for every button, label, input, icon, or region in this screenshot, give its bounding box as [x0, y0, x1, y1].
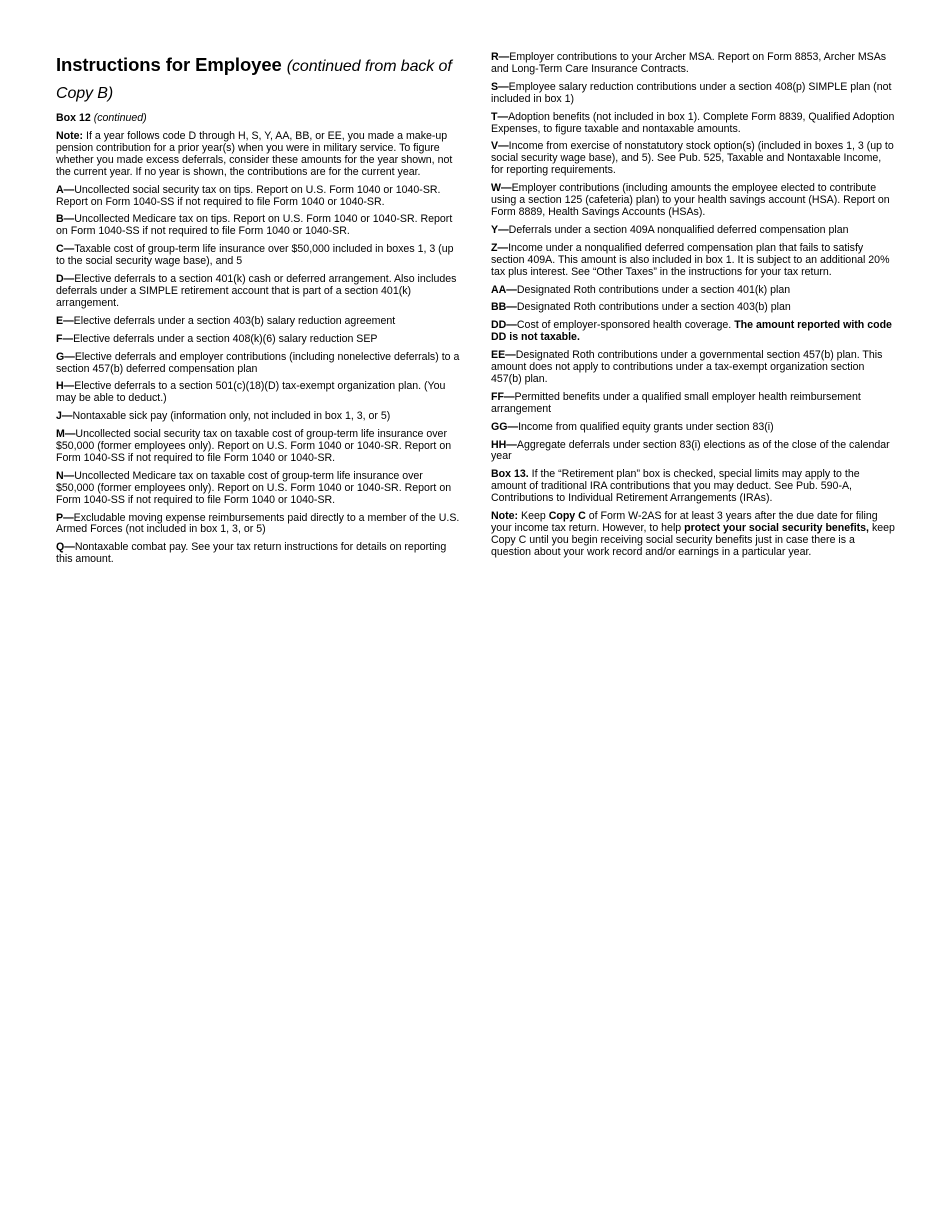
code-item-z: [491, 243, 895, 279]
title-text: Instructions for Employee: [56, 54, 282, 75]
code-item-p: [56, 513, 460, 537]
code-text: Income under a nonqualified deferred compensation plan that fails to satisfy section 409A. This amount is also included in box 1. It is subject to an additional 20% tax plus interest. See “Other Taxes” in the instructions for your tax return.: [491, 241, 890, 278]
code-text: Elective deferrals and employer contributions (including nonelective deferrals) to a section 457(b) deferred compensation plan: [56, 350, 460, 375]
code-text: Income from exercise of nonstatutory stock option(s) (included in boxes 1, 3 (up to social security wage base), and 5). See Pub. 525, Taxable and Nontaxable Income, for reporting requirements.: [491, 140, 894, 177]
note-label: Note:: [56, 130, 84, 142]
code-letter: D—: [56, 273, 75, 286]
code-text: Cost of employer-sponsored health coverage.: [516, 319, 735, 332]
code-item-b: [56, 214, 460, 238]
code-text: Designated Roth contributions under a section 401(k) plan: [516, 283, 791, 296]
code-text: Elective deferrals to a section 501(c)(18)(D) tax-exempt organization plan. (You may be able to deduct.): [56, 380, 446, 405]
box12-heading: [56, 112, 460, 125]
code-letter: T—: [491, 110, 509, 123]
code-text: Excludable moving expense reimbursements paid directly to a member of the U.S. Armed Forces (not included in box 1, 3, or 5): [56, 511, 460, 536]
code-letter: F—: [56, 332, 74, 345]
code-item-gg: [491, 422, 895, 434]
code-item-f: [56, 334, 460, 346]
code-item-bb: [491, 302, 895, 314]
code-letter: J—: [56, 410, 73, 423]
code-text: Employer contributions (including amounts the employee elected to contribute using a section 125 (cafeteria) plan) to your health savings account (HSA). Report on Form 8889, Health Savings Accounts (HSAs).: [491, 182, 890, 218]
code-text: Permitted benefits under a qualified small employer health reimbursement arrangement: [491, 390, 861, 415]
code-item-hh: [491, 440, 895, 464]
code-letter: Q—: [56, 541, 75, 554]
final-note-text: keep Copy C until you begin receiving social security benefits just in case there is a question about your work record and/or earnings in a particular year.: [491, 522, 895, 558]
code-letter: H—: [56, 380, 75, 393]
code-item-m: [56, 429, 460, 465]
code-item-y: [491, 225, 895, 237]
code-letter: P—: [56, 511, 74, 524]
code-letter: EE—: [491, 349, 516, 362]
code-item-c: [56, 244, 460, 268]
code-item-q: [56, 542, 460, 566]
note-paragraph: [56, 131, 460, 179]
box13-paragraph: [491, 469, 895, 505]
code-letter: A—: [56, 183, 75, 196]
code-letter: M—: [56, 428, 76, 441]
note-text: If a year follows code D through H, S, Y, AA, BB, or EE, you made a make-up pension contribution for a prior year(s) when you were in military service. To figure whether you made excess deferrals, consider these amounts for the year shown, not the current year. If no year is shown, the contributions are for the current year.: [56, 130, 453, 178]
code-item-d: [56, 274, 460, 310]
code-letter: GG—: [491, 420, 519, 433]
code-letter: V—: [491, 140, 509, 153]
code-text: Designated Roth contributions under a section 403(b) plan: [516, 301, 791, 314]
code-letter: BB—: [491, 301, 517, 314]
final-note-label: Note:: [491, 510, 519, 523]
code-letter: HH—: [491, 438, 517, 451]
left-column: [56, 52, 460, 572]
code-item-n: [56, 471, 460, 507]
code-item-h: [56, 381, 460, 405]
code-letter: Y—: [491, 223, 509, 236]
code-letter: R—: [491, 51, 510, 63]
code-text: Employee salary reduction contributions under a section 408(p) SIMPLE plan (not included in box 1): [491, 80, 892, 105]
code-letter: E—: [56, 314, 74, 327]
final-note-paragraph: [491, 511, 895, 559]
code-item-a: [56, 185, 460, 209]
code-item-aa: [491, 285, 895, 297]
code-item-v: [491, 141, 895, 177]
box13-label: Box 13.: [491, 468, 529, 481]
code-text: Uncollected social security tax on taxable cost of group-term life insurance over $50,000 (former employees only). Report on U.S. Form 1040 or 1040-SR. Report on Form 1040-SS if not required to file Form 1040 or 1040-SR.: [56, 428, 452, 464]
left-code-list: [56, 185, 460, 567]
code-text: Employer contributions to your Archer MSA. Report on Form 8853, Archer MSAs and Long-Term Care Insurance Contracts.: [491, 51, 887, 75]
code-text: Deferrals under a section 409A nonqualified deferred compensation plan: [508, 223, 849, 236]
code-text: Income from qualified equity grants under section 83(i): [518, 420, 774, 433]
final-note-copy-c: Copy C: [548, 510, 586, 523]
code-item-j: [56, 411, 460, 423]
code-letter: Z—: [491, 241, 509, 254]
code-letter: W—: [491, 182, 512, 195]
code-letter: G—: [56, 350, 75, 363]
code-letter: S—: [491, 80, 509, 93]
code-text: Aggregate deferrals under section 83(i) elections as of the close of the calendar year: [491, 438, 890, 463]
code-text: Elective deferrals under a section 408(k)(6) salary reduction SEP: [73, 332, 378, 345]
code-letter: C—: [56, 243, 75, 256]
box13-text: If the “Retirement plan” box is checked, special limits may apply to the amount of traditional IRA contributions that you may deduct. See Pub. 590-A, Contributions to Individual Retirement Arrangements (IRAs).: [491, 468, 860, 505]
code-item-e: [56, 316, 460, 328]
code-item-t: [491, 112, 895, 136]
code-text: Designated Roth contributions under a governmental section 457(b) plan. This amount does not apply to contributions under a tax-exempt organization section 457(b) plan.: [491, 349, 883, 385]
code-text: Adoption benefits (not included in box 1). Complete Form 8839, Qualified Adoption Expenses, to figure taxable and nontaxable amounts.: [491, 110, 895, 135]
right-column: [491, 52, 895, 565]
final-note-text: of Form W-2AS for at least 3 years after the due date for filing your income tax return. However, to help: [491, 510, 878, 534]
code-letter: AA—: [491, 283, 517, 296]
final-note-protect: protect your social security benefits,: [684, 522, 869, 534]
code-item-g: [56, 352, 460, 376]
code-item-ff: [491, 392, 895, 416]
code-item-ee: [491, 350, 895, 386]
code-letter: B—: [56, 213, 75, 226]
title-continued: (continued from back of Copy B): [56, 58, 452, 102]
box12-label: Box 12: [56, 112, 91, 124]
code-letter: DD—: [491, 319, 517, 332]
code-item-w: [491, 183, 895, 219]
code-text: Taxable cost of group-term life insurance over $50,000 included in boxes 1, 3 (up to the social security wage base), and 5: [56, 243, 454, 268]
final-note-text: Keep: [521, 510, 549, 523]
code-text: Nontaxable combat pay. See your tax return instructions for details on reporting this amount.: [56, 541, 447, 566]
code-text: Elective deferrals under a section 403(b) salary reduction agreement: [73, 314, 396, 327]
code-text: Uncollected Medicare tax on taxable cost of group-term life insurance over $50,000 (former employees only). Report on U.S. Form 1040 or 1040-SR. Report on Form 1040-SS if not required to file Form 1040 or 1040-SR.: [56, 469, 452, 506]
code-item-dd: [491, 320, 895, 344]
code-text: Uncollected Medicare tax on tips. Report on U.S. Form 1040 or 1040-SR. Report on Form 1040-SS if not required to file Form 1040 or 1040-SR.: [56, 213, 453, 238]
code-text: Elective deferrals to a section 401(k) cash or deferred arrangement. Also includes deferrals under a SIMPLE retirement account that is part of a section 401(k) arrangement.: [56, 273, 457, 309]
code-item-r: [491, 52, 895, 76]
code-dd-not-taxable: The amount reported with code DD is not taxable.: [491, 319, 892, 344]
box12-continued: (continued): [93, 112, 147, 124]
code-letter: FF—: [491, 390, 515, 403]
code-text: Nontaxable sick pay (information only, not included in box 1, 3, or 5): [72, 410, 391, 423]
page-title: [56, 52, 460, 106]
code-letter: N—: [56, 469, 75, 482]
code-item-s: [491, 82, 895, 106]
code-text: Uncollected social security tax on tips. Report on U.S. Form 1040 or 1040-SR. Report on Form 1040-SS if not required to file Form 1040 or 1040-SR.: [56, 183, 441, 208]
